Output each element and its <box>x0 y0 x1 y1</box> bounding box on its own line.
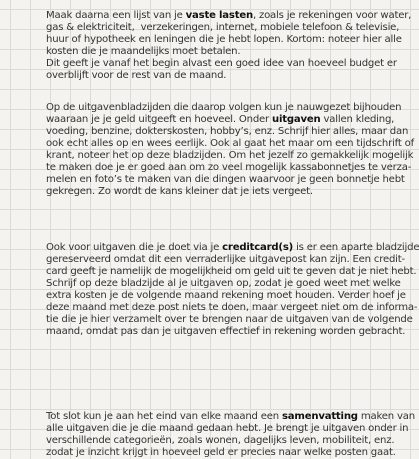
text-line <box>46 242 419 254</box>
text-segment: card geeft je namelijk de mogelijkheid om geld uit te geven dat je niet hebt. <box>46 266 417 277</box>
text-segment: ook echt alles op en wees eerlijk. Ook al gaat het maar om een tijdschrift of <box>46 138 414 149</box>
bold-term: vaste lasten <box>185 10 253 21</box>
text-line <box>46 447 415 459</box>
text-line <box>46 174 414 186</box>
text-line <box>46 162 414 174</box>
text-segment: deze maand met deze post niets te doen, maar vergeet niet om de informa- <box>46 302 418 313</box>
text-segment: huur of hypotheek en leningen die je hebt lopen. Kortom: noteer hier alle <box>46 34 402 45</box>
text-segment: gas & elektriciteit, verzekeringen, internet, mobiele telefoon & televisie, <box>46 22 400 33</box>
text-line <box>46 150 414 162</box>
paragraph-summary <box>46 411 415 459</box>
text-segment: kosten die je maandelijks moet betalen. <box>46 46 241 57</box>
text-segment: Tot slot kun je aan het eind van elke maand een <box>46 411 282 422</box>
text-segment: te maken doe je er goed aan om zo veel mogelijk kassabonnetjes te verza- <box>46 162 412 173</box>
paragraph-credit-cards <box>46 242 419 338</box>
text-line <box>46 126 414 138</box>
text-line <box>46 326 419 338</box>
text-segment: tie die je hier verzamelt over te brengen naar de uitgaven van de volgende <box>46 314 413 325</box>
text-line <box>46 266 419 278</box>
text-segment: krant, noteer het op deze bladzijden. Om het jezelf zo gemakkelijk mogelijk <box>46 150 414 161</box>
text-segment: zodat je inzicht krijgt in hoeveel geld er precies naar welke posten gaat. <box>46 447 396 458</box>
text-segment: gekregen. Zo wordt de kans kleiner dat je iets vergeet. <box>46 186 313 197</box>
text-segment: , zoals je rekeningen voor water, <box>252 10 412 21</box>
text-line <box>46 34 411 46</box>
text-line <box>46 58 411 70</box>
paragraph-fixed-costs <box>46 10 411 82</box>
text-line <box>46 423 415 435</box>
text-line <box>46 278 419 290</box>
text-segment: Op de uitgavenbladzijden die daarop volgen kun je nauwgezet bijhouden <box>46 102 402 113</box>
text-segment: verschillende categorieën, zoals wonen, dagelijks leven, mobiliteit, enz. <box>46 435 395 446</box>
text-line <box>46 314 419 326</box>
bold-term: creditcard(s) <box>222 242 294 253</box>
text-segment: voeding, benzine, dokterskosten, hobby’s, enz. Schrijf hier alles, maar dan <box>46 126 409 137</box>
text-segment: overblijft voor de rest van de maand. <box>46 70 227 81</box>
text-segment: melen en foto’s te maken van die dingen waarvoor je geen bonnetje hebt <box>46 174 405 185</box>
bold-term: samenvatting <box>281 411 358 422</box>
text-segment: Ook voor uitgaven die je doet via je <box>46 242 223 253</box>
text-line <box>46 186 414 198</box>
text-segment: Schrijf op deze bladzijde al je uitgaven op, zodat je goed weet met welke <box>46 278 401 289</box>
text-segment: gereserveerd omdat dit een verraderlijke uitgavepost kan zijn. Een credit- <box>46 254 405 265</box>
text-line <box>46 70 411 82</box>
text-line <box>46 10 411 22</box>
text-segment: maken van <box>357 411 415 422</box>
text-segment: alle uitgaven die je die maand gedaan hebt. Je brengt je uitgaven onder in <box>46 423 409 434</box>
text-line <box>46 46 411 58</box>
text-line <box>46 102 414 114</box>
text-segment: extra kosten je de volgende maand rekening moet houden. Verder hoef je <box>46 290 406 301</box>
text-segment: waaraan je je geld uitgeeft en hoeveel. Onder <box>46 114 273 125</box>
text-segment: is er een aparte bladzijde <box>293 242 419 253</box>
text-line <box>46 290 419 302</box>
paragraph-expenses <box>46 102 414 198</box>
text-line <box>46 114 414 126</box>
text-line <box>46 254 419 266</box>
text-line <box>46 138 414 150</box>
text-segment: vallen kleding, <box>320 114 395 125</box>
text-segment: Maak daarna een lijst van je <box>46 10 186 21</box>
text-line <box>46 411 415 423</box>
text-segment: Dit geeft je vanaf het begin alvast een goed idee van hoeveel budget er <box>46 58 397 69</box>
text-segment: maand, omdat pas dan je uitgaven effectief in rekening worden gebracht. <box>46 326 406 337</box>
text-line <box>46 435 415 447</box>
text-line <box>46 302 419 314</box>
bold-term: uitgaven <box>272 114 321 125</box>
text-line <box>46 22 411 34</box>
